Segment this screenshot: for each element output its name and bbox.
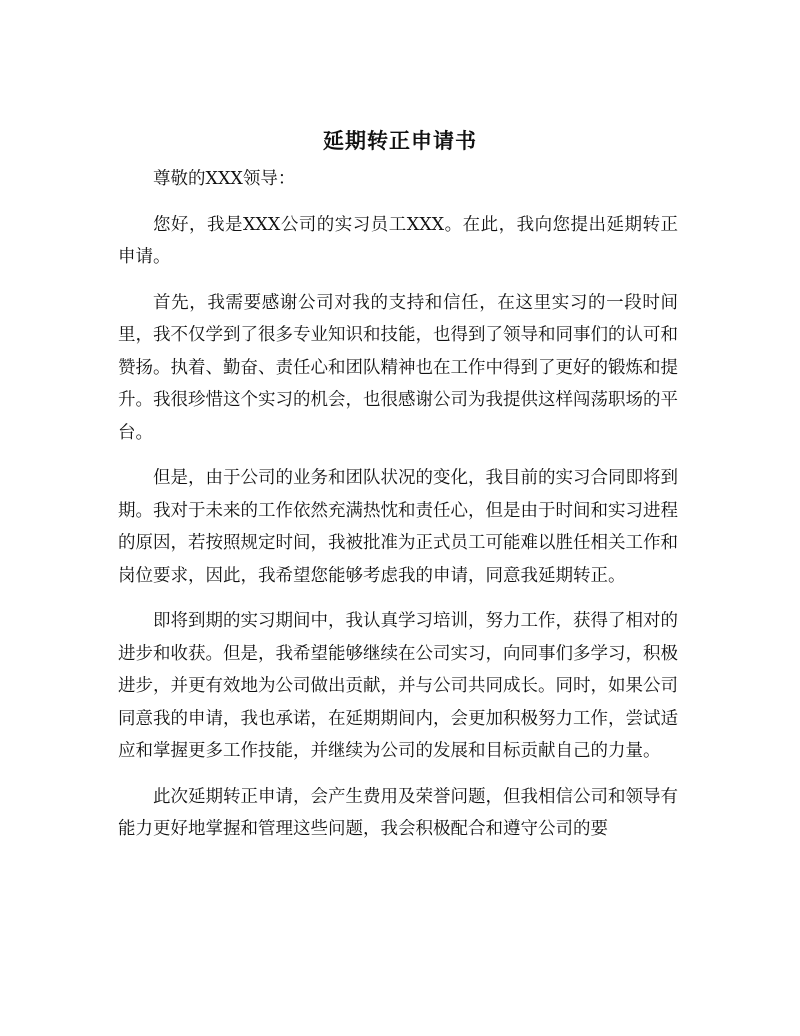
paragraph: 您好，我是XXX公司的实习员工XXX。在此，我向您提出延期转正申请。: [118, 214, 678, 267]
document-body: [118, 163, 678, 859]
paragraph: 此次延期转正申请，会产生费用及荣誉问题，但我相信公司和领导有能力更好地掌握和管理这些问题，我会积极配合和遵守公司的要: [118, 786, 678, 839]
paragraph: 首先，我需要感谢公司对我的支持和信任，在这里实习的一段时间里，我不仅学到了很多专业知识和技能，也得到了领导和同事们的认可和赞扬。执着、勤奋、责任心和团队精神也在工作中得到了更好的锻炼和提升。我很珍惜这个实习的机会，也很感谢公司为我提供这样闯荡职场的平台。: [118, 292, 678, 443]
paragraph: 即将到期的实习期间中，我认真学习培训，努力工作，获得了相对的进步和收获。但是，我希望能够继续在公司实习，向同事们多学习，积极进步，并更有效地为公司做出贡献，并与公司共同成长。同时，如果公司同意我的申请，我也承诺，在延期期间内，会更加积极努力工作，尝试适应和掌握更多工作技能，并继续为公司的发展和目标贡献自己的力量。: [118, 611, 678, 761]
paragraph: 但是，由于公司的业务和团队状况的变化，我目前的实习合同即将到期。我对于未来的工作依然充满热忱和责任心，但是由于时间和实习进程的原因，若按照规定时间，我被批准为正式员工可能难以胜任相关工作和岗位要求，因此，我希望您能够考虑我的申请，同意我延期转正。: [118, 468, 678, 586]
document-title: 延期转正申请书: [323, 128, 477, 153]
greeting-line: 尊敬的XXX领导：: [153, 169, 296, 189]
